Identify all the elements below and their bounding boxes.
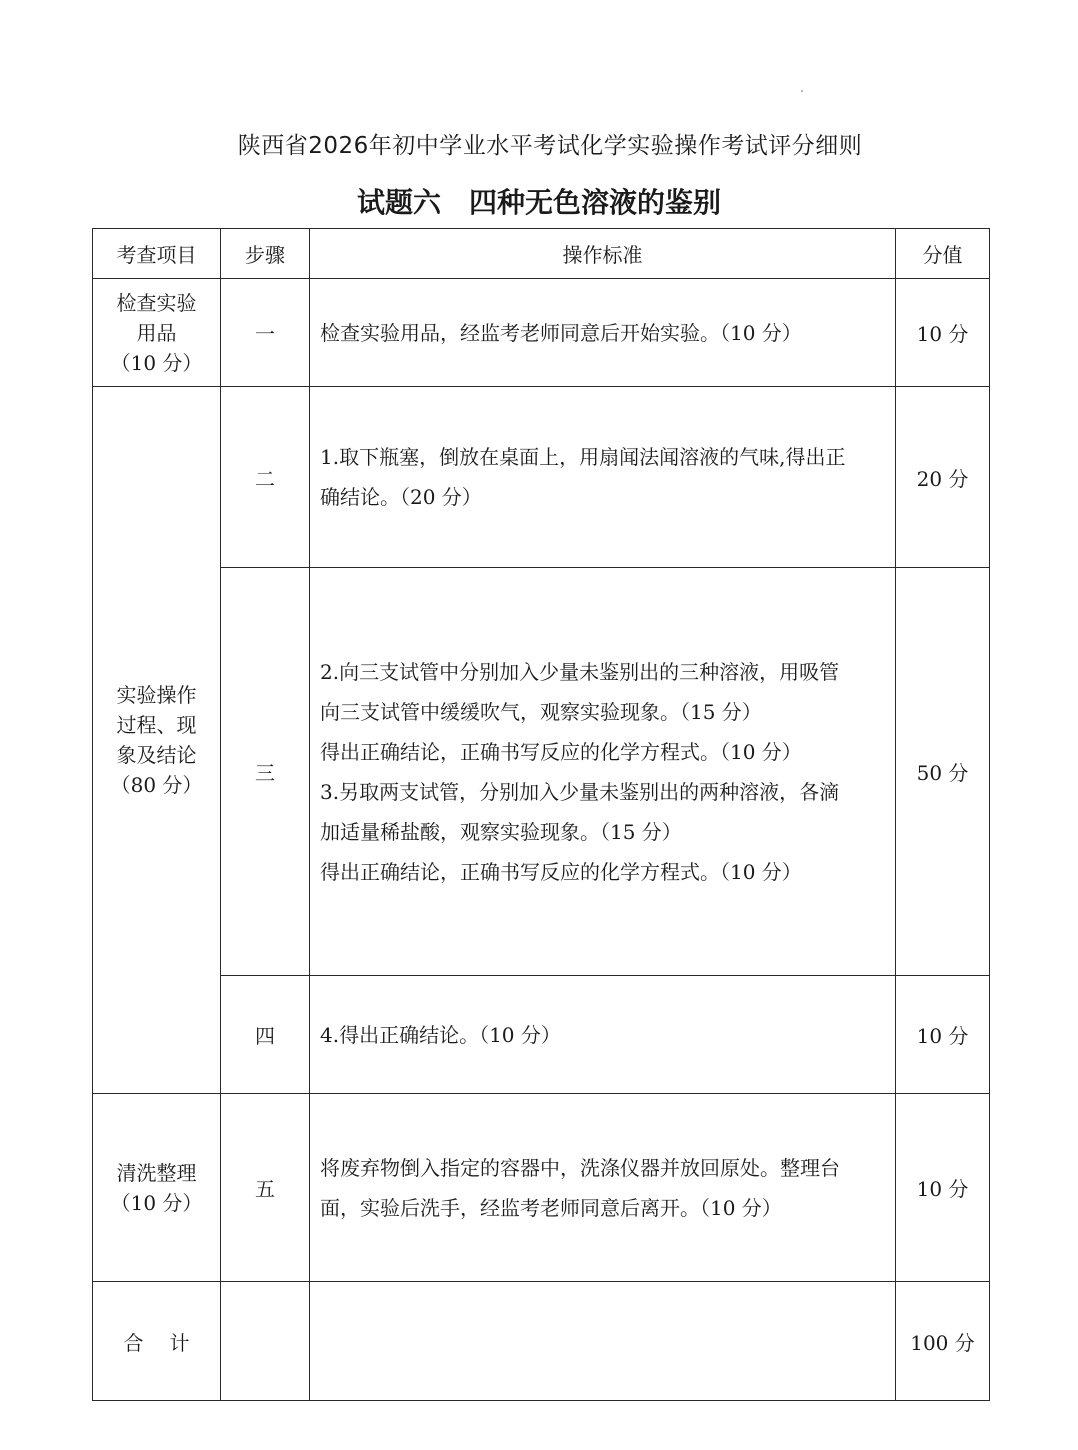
- category-line: （10 分）: [110, 350, 203, 375]
- score-cell: 10 分: [896, 1094, 990, 1282]
- scoring-table: [92, 228, 990, 1401]
- standard-cell: [310, 387, 896, 568]
- score-cell: 10 分: [896, 279, 990, 387]
- document-title: 陕西省2026年初中学业水平考试化学实验操作考试评分细则: [237, 133, 863, 159]
- total-score: 100 分: [896, 1282, 990, 1401]
- standard-line: 向三支试管中缓缓吹气，观察实验现象。（15 分）: [320, 699, 762, 724]
- category-check-items: [93, 279, 221, 387]
- category-line: 用品: [136, 320, 177, 345]
- standard-line: 将废弃物倒入指定的容器中，洗涤仪器并放回原处。整理台: [320, 1155, 840, 1180]
- score-cell: 50 分: [896, 568, 990, 976]
- step-cell: 三: [221, 568, 310, 976]
- standard-cell: [310, 568, 896, 976]
- standard-line: 确结论。（20 分）: [320, 485, 482, 509]
- step-cell: 四: [221, 976, 310, 1094]
- total-row: [93, 1282, 990, 1401]
- standard-line: 加适量稀盐酸，观察实验现象。（15 分）: [320, 819, 682, 844]
- table-row: [93, 1094, 990, 1282]
- table-row: [93, 279, 990, 387]
- header-score: 分值: [896, 229, 990, 279]
- category-line: 过程、现: [116, 713, 197, 737]
- step-cell: 一: [221, 279, 310, 387]
- step-cell: 五: [221, 1094, 310, 1282]
- standard-line: 得出正确结论，正确书写反应的化学方程式。（10 分）: [320, 739, 802, 764]
- total-step-empty: [221, 1282, 310, 1401]
- header-step: 步骤: [221, 229, 310, 279]
- table-header-row: [93, 229, 990, 279]
- header-standard: 操作标准: [310, 229, 896, 279]
- standard-line: 2.向三支试管中分别加入少量未鉴别出的三种溶液，用吸管: [320, 659, 840, 684]
- table-row: [93, 387, 990, 568]
- category-process: [93, 387, 221, 1094]
- table-row: [93, 976, 990, 1094]
- total-label: 合计: [93, 1282, 221, 1401]
- category-line: 清洗整理: [116, 1160, 197, 1185]
- category-line: 检查实验: [116, 290, 197, 315]
- standard-cell: [310, 976, 896, 1094]
- standard-line: 4.得出正确结论。（10 分）: [320, 1022, 561, 1047]
- scan-speck: [801, 90, 803, 92]
- standard-cell: [310, 279, 896, 387]
- standard-line: 得出正确结论，正确书写反应的化学方程式。（10 分）: [320, 859, 802, 884]
- category-line: （80 分）: [110, 773, 203, 797]
- category-line: 象及结论: [116, 743, 197, 767]
- standard-cell: [310, 1094, 896, 1282]
- document-subtitle: 试题六 四种无色溶液的鉴别: [356, 186, 721, 219]
- standard-line: 检查实验用品，经监考老师同意后开始实验。（10 分）: [320, 320, 802, 345]
- step-cell: 二: [221, 387, 310, 568]
- header-category: 考查项目: [93, 229, 221, 279]
- category-line: 实验操作: [116, 683, 197, 707]
- score-cell: 20 分: [896, 387, 990, 568]
- total-standard-empty: [310, 1282, 896, 1401]
- table-row: [93, 568, 990, 976]
- category-cleanup: [93, 1094, 221, 1282]
- score-cell: 10 分: [896, 976, 990, 1094]
- standard-line: 面，实验后洗手，经监考老师同意后离开。（10 分）: [320, 1195, 782, 1220]
- category-line: （10 分）: [110, 1190, 203, 1215]
- standard-line: 3.另取两支试管，分别加入少量未鉴别出的两种溶液，各滴: [320, 779, 840, 804]
- standard-line: 1.取下瓶塞，倒放在桌面上，用扇闻法闻溶液的气味,得出正: [320, 445, 846, 469]
